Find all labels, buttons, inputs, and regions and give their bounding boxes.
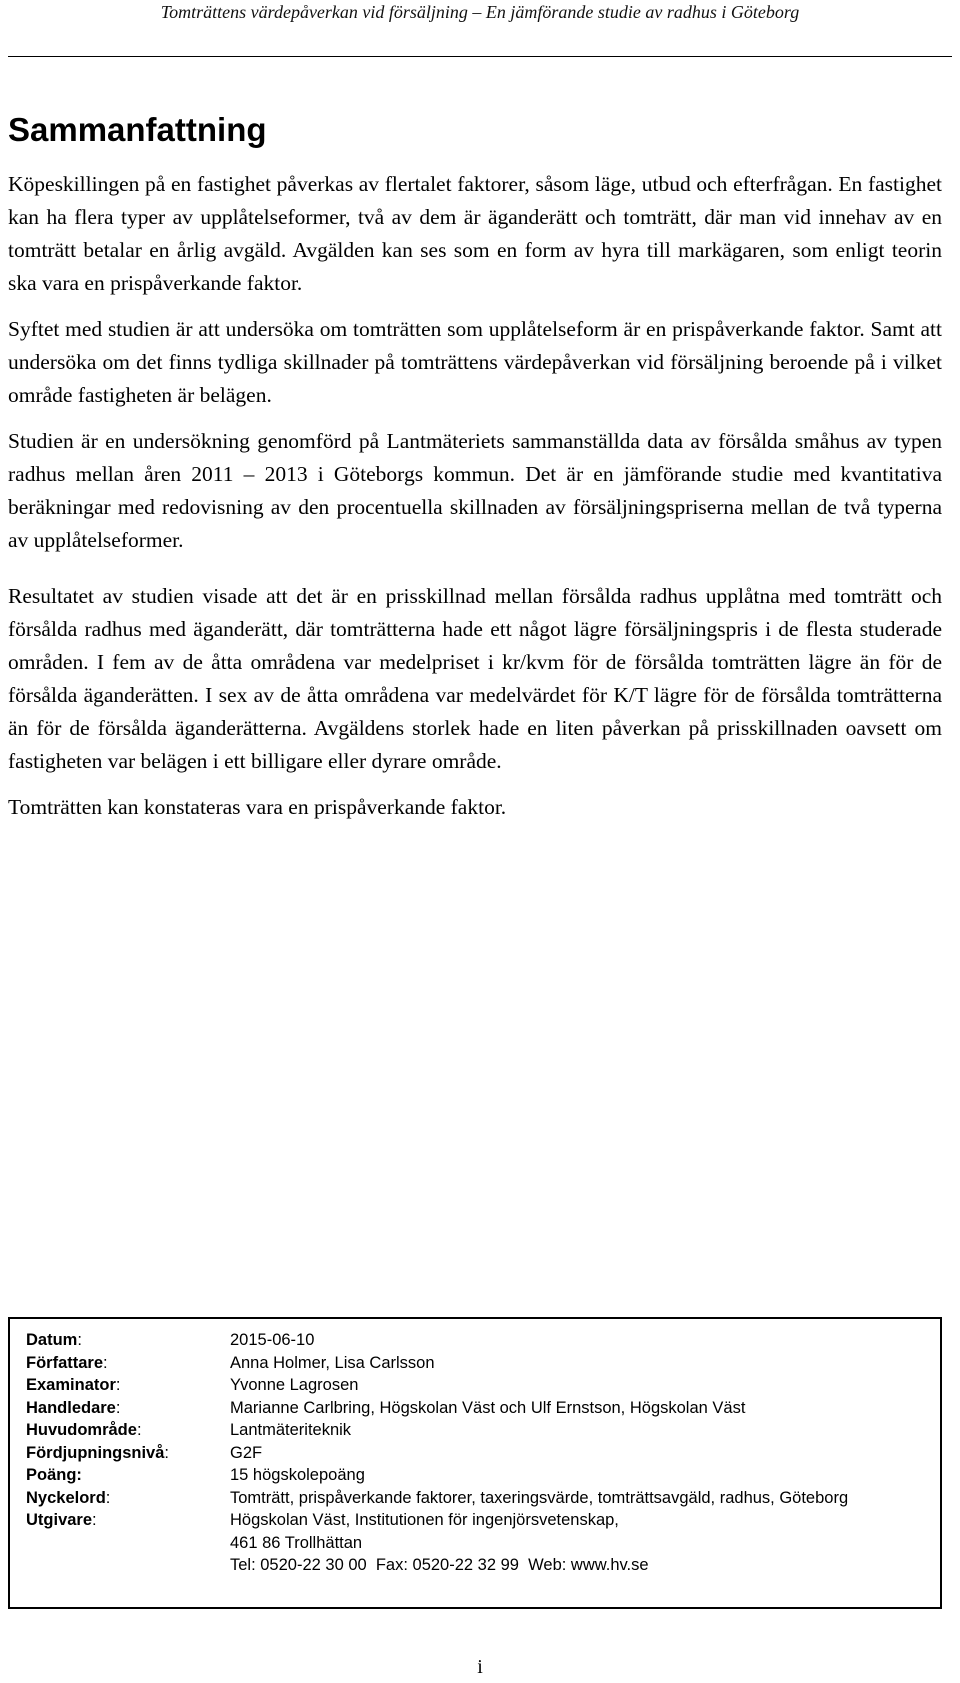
page-number: i <box>477 1656 483 1678</box>
info-row-examinator <box>26 1374 910 1397</box>
info-row-fordjupningsniva <box>26 1442 910 1465</box>
info-label: Fördjupningsnivå: <box>26 1443 170 1462</box>
info-value: Yvonne Lagrosen <box>230 1376 359 1394</box>
info-row-utgivare <box>26 1509 910 1577</box>
publisher-line: Högskolan Väst, Institutionen för ingenjörsvetenskap, <box>230 1511 619 1529</box>
info-value: Lantmäteriteknik <box>230 1421 352 1439</box>
info-row-huvudomrade <box>26 1419 910 1442</box>
info-label: Examinator: <box>26 1376 121 1394</box>
info-row-datum <box>26 1329 910 1352</box>
paragraph-3: Studien är en undersökning genomförd på Lantmäteriets sammanställda data av försålda småhus av typen radhus mellan åren 2011 – 2013 i Göteborgs kommun. Det är en jämförande studie med kvantitativa beräkningar med redovisning av den procentuella skillnaden av försäljningspriserna mellan de två typerna av upplåtelseformer. <box>8 429 942 552</box>
running-header: Tomträttens värdepåverkan vid försäljning – En jämförande studie av radhus i Göteborg <box>160 2 800 22</box>
info-value: Tomträtt, prispåverkande faktorer, taxeringsvärde, tomträttsavgäld, radhus, Göteborg <box>230 1488 849 1507</box>
info-value <box>230 1509 910 1577</box>
paragraph-2: Syftet med studien är att undersöka om tomträtten som upplåtelseform är en prispåverkande faktor. Samt att undersöka om det finns tydliga skillnader på tomträttens värdepåverkan vid försäljning beroende på i vilket område fastigheten är belägen. <box>8 317 942 407</box>
info-label: Huvudområde: <box>26 1421 142 1439</box>
publisher-line: 461 86 Trollhättan <box>230 1533 363 1552</box>
info-label: Författare: <box>26 1353 108 1372</box>
info-label: Poäng: <box>26 1466 82 1484</box>
section-heading: Sammanfattning <box>8 111 267 148</box>
thesis-info-box <box>8 1317 942 1609</box>
thesis-info-table <box>26 1329 910 1577</box>
info-row-forfattare <box>26 1352 910 1375</box>
paragraph-4: Resultatet av studien visade att det är en prisskillnad mellan försålda radhus upplåtna med tomträtt och försålda radhus med äganderätt, där tomträtterna hade ett något lägre försäljningspris i de flesta studerade områden. I fem av de åtta områdena var medelpriset i kr/kvm för de försålda tomträtten lägre än för de försålda äganderätten. I sex av de åtta områdena var medelvärdet för K/T lägre för de försålda tomträtterna än för de försålda äganderätterna. Avgäldens storlek hade en liten påverkan på prisskillnaden oavsett om fastigheten var belägen i ett billigare eller dyrare område. <box>8 584 942 773</box>
info-value: 15 högskolepoäng <box>230 1466 365 1484</box>
info-label: Handledare: <box>26 1398 121 1417</box>
paragraph-5: Tomträtten kan konstateras vara en prispåverkande faktor. <box>8 795 507 819</box>
info-value: Marianne Carlbring, Högskolan Väst och Ulf Ernstson, Högskolan Väst <box>230 1398 746 1417</box>
info-label: Datum: <box>26 1331 82 1349</box>
info-row-nyckelord <box>26 1487 910 1510</box>
header-rule <box>8 56 952 57</box>
publisher-contact-line: Tel: 0520-22 30 00 Fax: 0520-22 32 99 Web: www.hv.se <box>230 1556 649 1574</box>
paragraph-1: Köpeskillingen på en fastighet påverkas av flertalet faktorer, såsom läge, utbud och efterfrågan. En fastighet kan ha flera typer av upplåtelseformer, två av dem är äganderätt och tomträtt, där man vid innehav av en tomträtt betalar en årlig avgäld. Avgälden kan ses som en form av hyra till markägaren, som enligt teorin ska vara en prispåverkande faktor. <box>8 172 942 295</box>
info-label: Nyckelord: <box>26 1488 111 1507</box>
info-row-handledare <box>26 1397 910 1420</box>
summary-body <box>8 168 942 837</box>
info-row-poang <box>26 1464 910 1487</box>
info-value: 2015-06-10 <box>230 1331 315 1349</box>
info-label: Utgivare: <box>26 1511 97 1529</box>
info-value: G2F <box>230 1443 263 1462</box>
info-value: Anna Holmer, Lisa Carlsson <box>230 1353 435 1372</box>
